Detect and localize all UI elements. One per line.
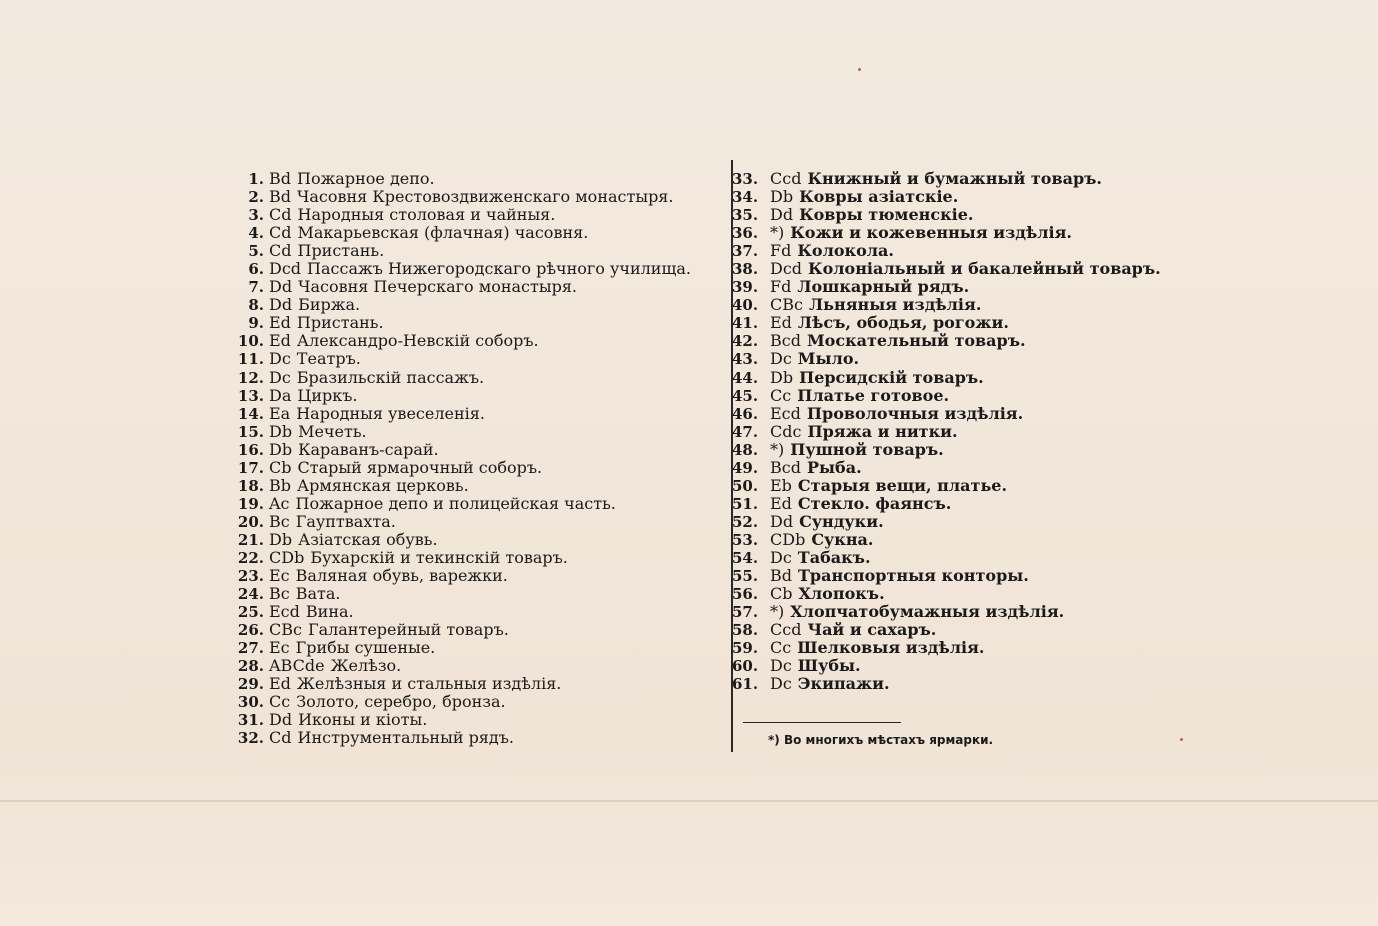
legend-entry [732, 332, 1161, 350]
entry-number: 5. [248, 242, 264, 261]
entry-name: Макарьевская (флачная) часовня. [297, 223, 589, 243]
legend-entry [732, 549, 1161, 567]
entry-number: 9. [248, 314, 264, 333]
entry-name: Шелковыя издѣлія. [797, 638, 985, 658]
entry-name: Колоніальный и бакалейный товаръ. [808, 259, 1161, 279]
entry-number: 32. [237, 729, 264, 748]
legend-entry [232, 332, 691, 350]
grid-reference: Bc [269, 584, 290, 604]
grid-reference: Bc [269, 511, 290, 531]
grid-reference: Ea [269, 403, 291, 423]
grid-reference: Ec [269, 566, 290, 586]
entry-number: 3. [248, 206, 264, 225]
entry-name: Стекло. фаянсъ. [797, 493, 952, 513]
entry-number: 39. [732, 278, 759, 297]
legend-entry [732, 224, 1161, 242]
grid-reference: Cd [269, 223, 292, 243]
entry-number: 12. [237, 368, 264, 387]
grid-reference: Dd [269, 710, 293, 730]
legend-entry [732, 369, 1161, 387]
grid-reference: Cc [269, 692, 291, 712]
entry-number: 17. [237, 458, 264, 477]
entry-name: Театръ. [296, 349, 361, 369]
entry-number: 1. [248, 170, 264, 188]
legend-entry [732, 603, 1161, 621]
grid-reference: Ccd [770, 169, 802, 188]
entry-name: Лошкарный рядъ. [797, 277, 970, 297]
grid-reference: Ed [269, 331, 291, 351]
grid-reference: Dc [770, 656, 792, 676]
legend-entry [232, 206, 691, 224]
grid-reference: CDb [269, 547, 305, 567]
entry-number: 14. [237, 404, 264, 423]
entry-name: Сукна. [811, 529, 874, 549]
legend-entry [232, 513, 691, 531]
entry-name: Часовня Крестовоздвиженскаго монастыря. [297, 187, 674, 207]
grid-reference: Dc [269, 349, 291, 369]
legend-entry [732, 441, 1161, 459]
entry-name: Сундуки. [799, 511, 884, 531]
grid-reference: Dd [269, 277, 293, 297]
footnote-rule [743, 722, 901, 723]
grid-reference: Ed [269, 674, 291, 694]
legend-entry [232, 477, 691, 495]
legend-entry [232, 260, 691, 278]
entry-number: 44. [732, 368, 759, 387]
legend-entry [232, 729, 691, 747]
legend-entry [232, 459, 691, 477]
entry-name: Бухарскій и текинскій товаръ. [310, 547, 568, 567]
legend-entry [732, 188, 1161, 206]
entry-name: Грибы сушеные. [295, 638, 436, 658]
legend-entry [232, 405, 691, 423]
grid-reference: Cd [269, 205, 292, 225]
entry-name: Желѣзныя и стальныя издѣлія. [296, 674, 562, 694]
legend-entry [232, 639, 691, 657]
legend-column-right [732, 170, 1161, 693]
legend-entry [732, 477, 1161, 495]
entry-number: 19. [237, 494, 264, 513]
entry-number: 36. [732, 224, 759, 243]
grid-reference: Db [770, 187, 794, 207]
entry-name: Бразильскій пассажъ. [296, 367, 485, 387]
entry-number: 54. [732, 548, 759, 567]
entry-name: Экипажи. [797, 674, 890, 694]
legend-entry [732, 423, 1161, 441]
legend-entry [232, 314, 691, 332]
legend-entry [732, 242, 1161, 260]
entry-number: 31. [237, 711, 264, 730]
entry-number: 48. [732, 440, 759, 459]
entry-number: 52. [732, 512, 759, 531]
legend-entry [232, 350, 691, 368]
grid-reference: Fd [770, 241, 792, 261]
grid-reference: Ed [770, 493, 792, 513]
paper-speck [1180, 738, 1183, 741]
entry-number: 57. [732, 603, 759, 622]
entry-name: Ковры азіатскіе. [799, 187, 959, 207]
entry-name: Шубы. [797, 656, 861, 676]
legend-entry [232, 278, 691, 296]
entry-name: Армянская церковь. [297, 475, 469, 495]
legend-entry [232, 711, 691, 729]
legend-column-left [232, 170, 691, 748]
entry-number: 2. [248, 188, 264, 207]
entry-number: 49. [732, 458, 759, 477]
entry-name: Караванъ-сарай. [298, 439, 439, 459]
entry-name: Лѣсъ, ободья, рогожи. [797, 313, 1009, 333]
grid-reference: *) [770, 439, 785, 459]
legend-entry [732, 278, 1161, 296]
legend-entry [732, 260, 1161, 278]
grid-reference: Cb [770, 584, 793, 604]
entry-number: 37. [732, 242, 759, 261]
entry-name: Народныя увеселенія. [296, 403, 485, 423]
grid-reference: CBc [269, 620, 302, 640]
entry-name: Пряжа и нитки. [807, 421, 958, 441]
legend-entry [732, 314, 1161, 332]
legend-entry [232, 531, 691, 549]
grid-reference: Ecd [269, 602, 300, 622]
grid-reference: Bcd [770, 331, 801, 351]
entry-number: 29. [237, 675, 264, 694]
entry-name: Часовня Печерскаго монастыря. [298, 277, 577, 297]
entry-number: 35. [732, 206, 759, 225]
entry-number: 38. [732, 260, 759, 279]
entry-number: 40. [732, 296, 759, 315]
entry-name: Циркъ. [297, 385, 358, 405]
entry-name: Транспортныя конторы. [798, 566, 1029, 586]
grid-reference: Db [269, 421, 293, 441]
entry-name: Пожарное депо. [297, 169, 435, 188]
entry-name: Проволочныя издѣлія. [806, 403, 1024, 423]
legend-entry [232, 242, 691, 260]
entry-number: 20. [237, 512, 264, 531]
grid-reference: Db [269, 439, 293, 459]
entry-name: Льняныя издѣлія. [808, 295, 982, 315]
entry-number: 8. [248, 296, 264, 315]
grid-reference: Dc [770, 547, 792, 567]
grid-reference: Dd [269, 295, 293, 315]
entry-number: 47. [732, 422, 759, 441]
entry-name: Ковры тюменскіе. [799, 205, 974, 225]
grid-reference: Cd [269, 728, 292, 748]
entry-name: Колокола. [797, 241, 894, 261]
grid-reference: ABCde [269, 656, 325, 676]
footnote: *) Во многихъ мѣстахъ ярмарки. [768, 733, 994, 747]
grid-reference: CDb [770, 529, 806, 549]
entry-name: Пристань. [297, 241, 385, 261]
entry-number: 6. [248, 260, 264, 279]
entry-number: 10. [237, 332, 264, 351]
grid-reference: Ac [269, 493, 290, 513]
entry-name: Персидскій товаръ. [799, 367, 984, 387]
entry-name: Инструментальный рядъ. [297, 728, 515, 748]
entry-name: Галантерейный товаръ. [307, 620, 509, 640]
entry-number: 13. [237, 386, 264, 405]
entry-number: 43. [732, 350, 759, 369]
grid-reference: Dd [770, 205, 794, 225]
entry-number: 21. [237, 530, 264, 549]
legend-entry [732, 206, 1161, 224]
entry-name: Старыя вещи, платье. [797, 475, 1008, 495]
grid-reference: Cdc [770, 421, 802, 441]
entry-number: 56. [732, 585, 759, 604]
legend-entry [232, 441, 691, 459]
entry-name: Пожарное депо и полицейская часть. [295, 493, 616, 513]
legend-entry [232, 423, 691, 441]
legend-entry [232, 675, 691, 693]
grid-reference: *) [770, 223, 785, 243]
entry-number: 58. [732, 621, 759, 640]
entry-number: 7. [248, 278, 264, 297]
entry-name: Александро-Невскій соборъ. [296, 331, 539, 351]
entry-number: 26. [237, 621, 264, 640]
grid-reference: Ecd [770, 403, 801, 423]
entry-number: 16. [237, 440, 264, 459]
legend-entry [732, 585, 1161, 603]
legend-entry [732, 621, 1161, 639]
legend-entry [732, 170, 1161, 188]
entry-name: Желѣзо. [330, 656, 402, 676]
grid-reference: Bb [269, 475, 291, 495]
legend-entry [732, 639, 1161, 657]
entry-name: Иконы и кіоты. [298, 710, 428, 730]
legend-entry [232, 657, 691, 675]
legend-entry [732, 350, 1161, 368]
entry-number: 24. [237, 585, 264, 604]
grid-reference: Db [770, 367, 794, 387]
entry-number: 53. [732, 530, 759, 549]
grid-reference: Ccd [770, 620, 802, 640]
grid-reference: Cc [770, 638, 792, 658]
grid-reference: Dc [770, 674, 792, 694]
grid-reference: Cd [269, 241, 292, 261]
entry-number: 51. [732, 494, 759, 513]
legend-entry [232, 585, 691, 603]
entry-name: Пушной товаръ. [790, 439, 944, 459]
grid-reference: Bd [770, 566, 792, 586]
entry-number: 27. [237, 639, 264, 658]
entry-number: 59. [732, 639, 759, 658]
grid-reference: Ed [770, 313, 792, 333]
entry-number: 22. [237, 548, 264, 567]
entry-number: 23. [237, 567, 264, 586]
entry-name: Пассажъ Нижегородскаго рѣчного училища. [307, 259, 691, 279]
entry-name: Вина. [305, 602, 354, 622]
entry-name: Хлопокъ. [798, 584, 885, 604]
entry-number: 30. [237, 693, 264, 712]
grid-reference: Dcd [770, 259, 803, 279]
entry-number: 55. [732, 567, 759, 586]
legend-entry [232, 567, 691, 585]
entry-name: Золото, серебро, бронза. [296, 692, 506, 712]
legend-entry [232, 387, 691, 405]
entry-number: 28. [237, 657, 264, 676]
entry-name: Табакъ. [797, 547, 871, 567]
grid-reference: Dc [269, 367, 291, 387]
entry-number: 60. [732, 657, 759, 676]
entry-number: 50. [732, 476, 759, 495]
entry-number: 11. [237, 350, 264, 369]
entry-name: Чай и сахаръ. [807, 620, 937, 640]
legend-entry [732, 531, 1161, 549]
grid-reference: Fd [770, 277, 792, 297]
entry-name: Кожи и кожевенныя издѣлія. [790, 223, 1072, 243]
entry-number: 46. [732, 404, 759, 423]
grid-reference: Bd [269, 169, 291, 188]
grid-reference: Db [269, 529, 293, 549]
legend-entry [232, 296, 691, 314]
entry-number: 25. [237, 603, 264, 622]
entry-name: Вата. [295, 584, 341, 604]
legend-entry [732, 567, 1161, 585]
entry-number: 4. [248, 224, 264, 243]
legend-entry [232, 224, 691, 242]
entry-name: Москательный товаръ. [806, 331, 1026, 351]
legend-entry [732, 495, 1161, 513]
entry-name: Рыба. [806, 457, 862, 477]
legend-entry [232, 621, 691, 639]
legend-entry [732, 459, 1161, 477]
entry-name: Хлопчатобумажныя издѣлія. [790, 602, 1065, 622]
entry-name: Азіатская обувь. [298, 529, 438, 549]
entry-number: 33. [732, 170, 759, 188]
grid-reference: CBc [770, 295, 803, 315]
grid-reference: *) [770, 602, 785, 622]
grid-reference: Bcd [770, 457, 801, 477]
entry-name: Платье готовое. [797, 385, 950, 405]
legend-entry [232, 188, 691, 206]
paper-fold-line [0, 800, 1378, 802]
grid-reference: Bd [269, 187, 291, 207]
entry-name: Книжный и бумажный товаръ. [807, 169, 1102, 188]
legend-entry [732, 296, 1161, 314]
legend-entry [232, 603, 691, 621]
legend-entry [732, 657, 1161, 675]
entry-number: 18. [237, 476, 264, 495]
entry-number: 61. [732, 675, 759, 694]
legend-entry [232, 693, 691, 711]
legend-entry [732, 675, 1161, 693]
entry-number: 34. [732, 188, 759, 207]
legend-entry [732, 513, 1161, 531]
entry-name: Биржа. [298, 295, 361, 315]
legend-entry [232, 170, 691, 188]
entry-name: Пристань. [296, 313, 384, 333]
paper-speck [858, 68, 861, 71]
grid-reference: Da [269, 385, 292, 405]
entry-name: Народныя столовая и чайныя. [297, 205, 556, 225]
grid-reference: Dc [770, 349, 792, 369]
grid-reference: Dd [770, 511, 794, 531]
entry-number: 45. [732, 386, 759, 405]
legend-entry [232, 369, 691, 387]
grid-reference: Ed [269, 313, 291, 333]
grid-reference: Cc [770, 385, 792, 405]
entry-number: 42. [732, 332, 759, 351]
entry-name: Гауптвахта. [295, 511, 396, 531]
grid-reference: Ec [269, 638, 290, 658]
entry-number: 41. [732, 314, 759, 333]
legend-entry [732, 405, 1161, 423]
entry-name: Мыло. [797, 349, 860, 369]
entry-name: Старый ярмарочный соборъ. [297, 457, 543, 477]
legend-entry [732, 387, 1161, 405]
grid-reference: Eb [770, 475, 792, 495]
entry-number: 15. [237, 422, 264, 441]
entry-name: Валяная обувь, варежки. [295, 566, 508, 586]
grid-reference: Cb [269, 457, 292, 477]
legend-entry [232, 495, 691, 513]
legend-entry [232, 549, 691, 567]
entry-name: Мечеть. [298, 421, 367, 441]
grid-reference: Dcd [269, 259, 302, 279]
